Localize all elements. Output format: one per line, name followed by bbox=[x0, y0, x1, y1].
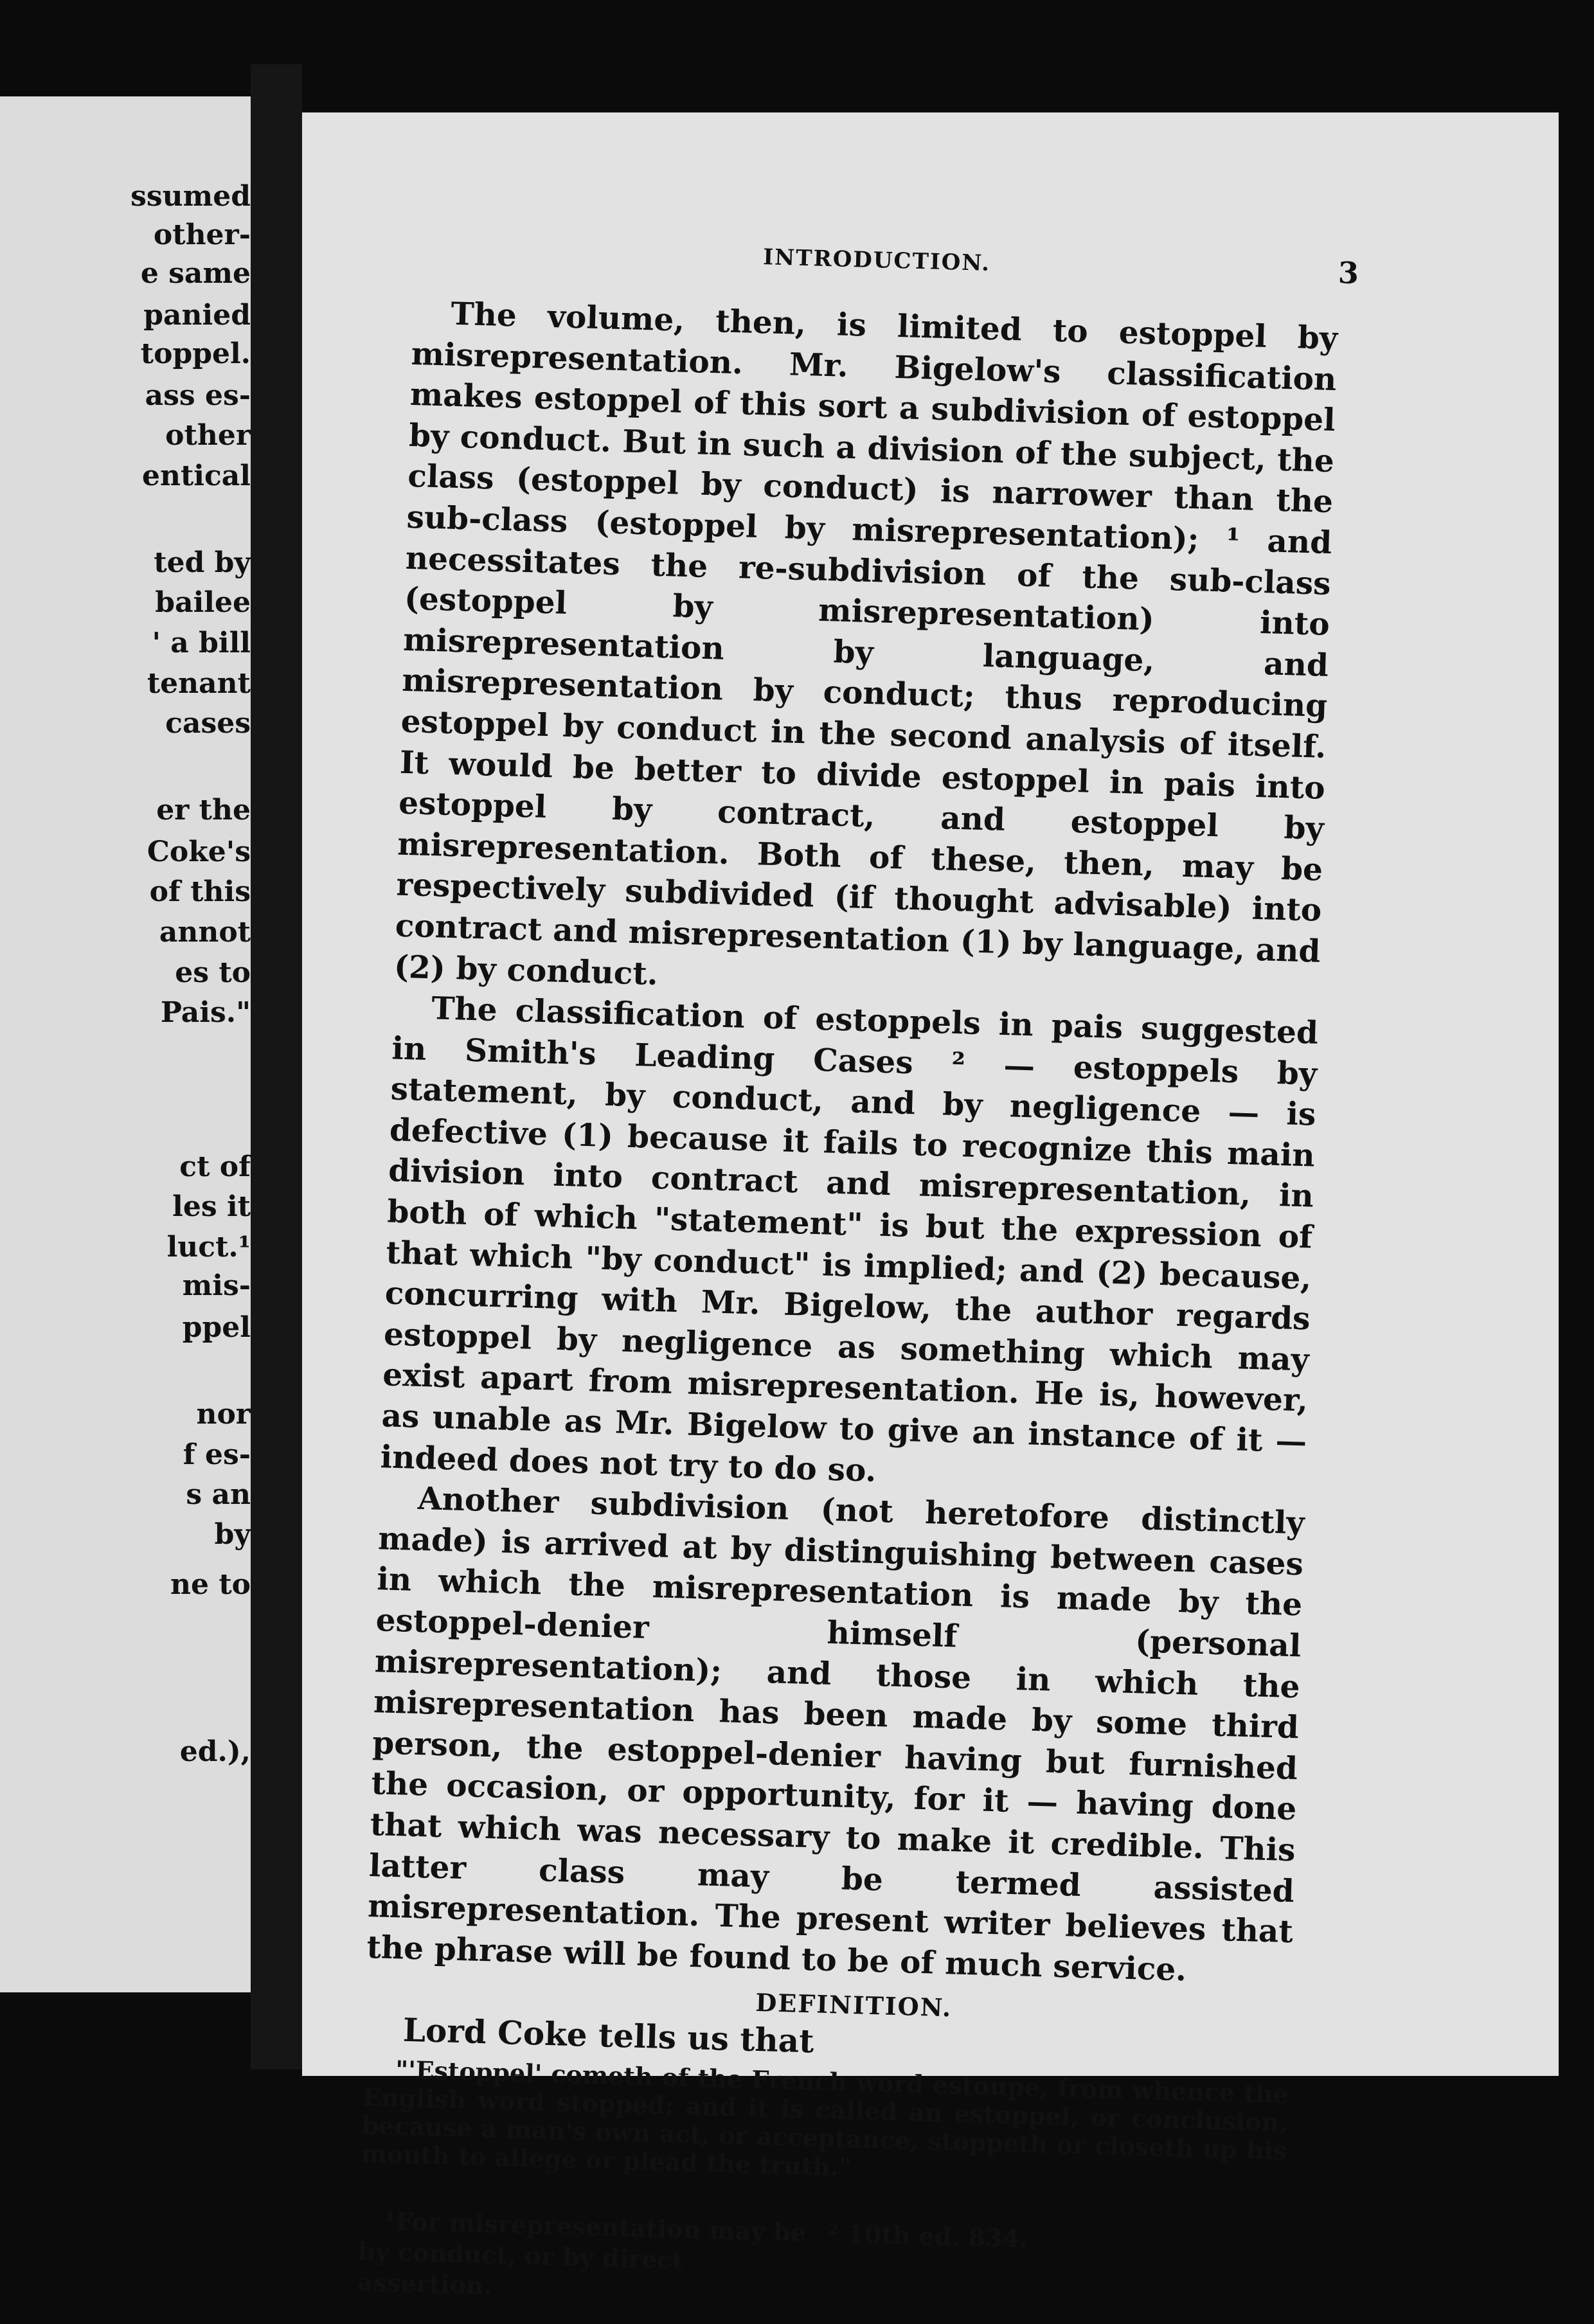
left-page-line: Pais." bbox=[160, 996, 251, 1029]
left-page-line: panied bbox=[143, 299, 251, 332]
left-page-line: ct of bbox=[179, 1150, 251, 1183]
left-page-line: annot bbox=[159, 916, 251, 949]
left-page-line: ssumed bbox=[130, 180, 251, 213]
book-gutter bbox=[251, 64, 302, 2069]
coke-quotation: "'Estoppel' cometh of the French word estoupe, from whence the English word stopped; and it is called an estoppel, or conclusion, because a man's own act, or acceptance, stoppeth or closeth up his mouth to allege or plead the truth." bbox=[360, 2055, 1289, 2182]
page-number: 3 bbox=[1338, 255, 1359, 291]
left-page-line: toppel. bbox=[140, 337, 251, 370]
left-page-line: luct.¹ bbox=[166, 1231, 251, 1264]
page-content bbox=[357, 235, 1359, 2323]
left-page-line: bailee bbox=[155, 586, 251, 619]
left-page-line: ppel bbox=[182, 1311, 251, 1344]
paragraph-2: The classification of estoppels in pais suggested in Smith's Leading Cases ² — estoppels by statement, by conduct, and by negligence — is defective (1) because it fails to recognize this main division into contract and misrepresentation, in both of which "statement" is but the expression of that which "by conduct" is implied; and (2) because, concurring with Mr. Bigelow, the author regards estoppel by negligence as something which may exist apart from misrepresentation. He is, however, as unable as Mr. Bigelow to give an instance of it — indeed does not try to do so. bbox=[380, 990, 1319, 1489]
right-page bbox=[302, 112, 1559, 2300]
left-page-line: ed.), bbox=[179, 1735, 251, 1768]
definition-lead-in: Lord Coke tells us that bbox=[402, 2010, 815, 2060]
left-page-line: ass es- bbox=[145, 379, 251, 412]
left-page-line: ted by bbox=[154, 546, 251, 579]
left-page-line: cases bbox=[165, 707, 251, 740]
left-page-line: f es- bbox=[183, 1438, 251, 1471]
footnote-2: ² 10th ed. 834. bbox=[827, 2219, 1028, 2254]
left-page-line: entical bbox=[141, 460, 251, 492]
running-title: INTRODUCTION. bbox=[762, 244, 991, 277]
left-page-line: by bbox=[214, 1518, 251, 1551]
left-page-line: nor bbox=[196, 1398, 251, 1431]
paragraph-1: The volume, then, is limited to estoppel by misrepresentation. Mr. Bigelow's classification makes estoppel of this sort a subdivision of estoppel by conduct. But in such a division of the subject, the class (estoppel by conduct) is narrower than the sub-class (estoppel by misrepresentation); ¹ and necessitates the re-subdivision of the sub-class (estoppel by misrepresentation) into misrepresentation by language, and misrepresentation by conduct; thus reproducing estoppel by conduct in the second analysis of itself. It would be better to divide estoppel in pais into estoppel by contract, and estoppel by misrepresentation. Both of these, then, may be respectively subdivided (if thought advisable) into contract and misrepresentation (1) by language, and (2) by conduct. bbox=[393, 295, 1338, 992]
left-page-line: les it bbox=[172, 1190, 251, 1223]
section-heading-definition: DEFINITION. bbox=[755, 1988, 953, 2023]
left-page-line: other bbox=[165, 419, 251, 452]
left-page-line: er the bbox=[156, 794, 251, 827]
footnote-1: ¹For misrepresentation may be by conduct, or by direct assertion. bbox=[357, 2206, 807, 2300]
left-page-line: ne to bbox=[170, 1568, 251, 1601]
left-page bbox=[0, 96, 270, 1992]
footnotes bbox=[357, 2205, 1284, 2323]
paragraph-3: Another subdivision (not heretofore distinctly made) is arrived at by distinguishing between cases in which the misrepresentation is made by the estoppel-denier himself (personal misrepresentation); and those in which the misrepresentation has been made by some third person, the estoppel-denier having but furnished the occasion, or opportunity, for it — having done that which was necessary to make it credible. This latter class may be termed assisted misrepresentation. The present writer believes that the phrase will be found to be of much service. bbox=[366, 1480, 1305, 1989]
left-page-line: Coke's bbox=[147, 836, 251, 868]
left-page-line: ' a bill bbox=[152, 627, 251, 659]
left-page-line: es to bbox=[175, 956, 251, 989]
left-page-line: of this bbox=[149, 875, 251, 908]
left-page-line: mis- bbox=[182, 1269, 251, 1302]
left-page-line: other- bbox=[153, 219, 251, 251]
left-page-line: e same bbox=[140, 257, 251, 290]
left-page-line: s an bbox=[186, 1478, 251, 1511]
left-page-line: tenant bbox=[147, 667, 251, 700]
